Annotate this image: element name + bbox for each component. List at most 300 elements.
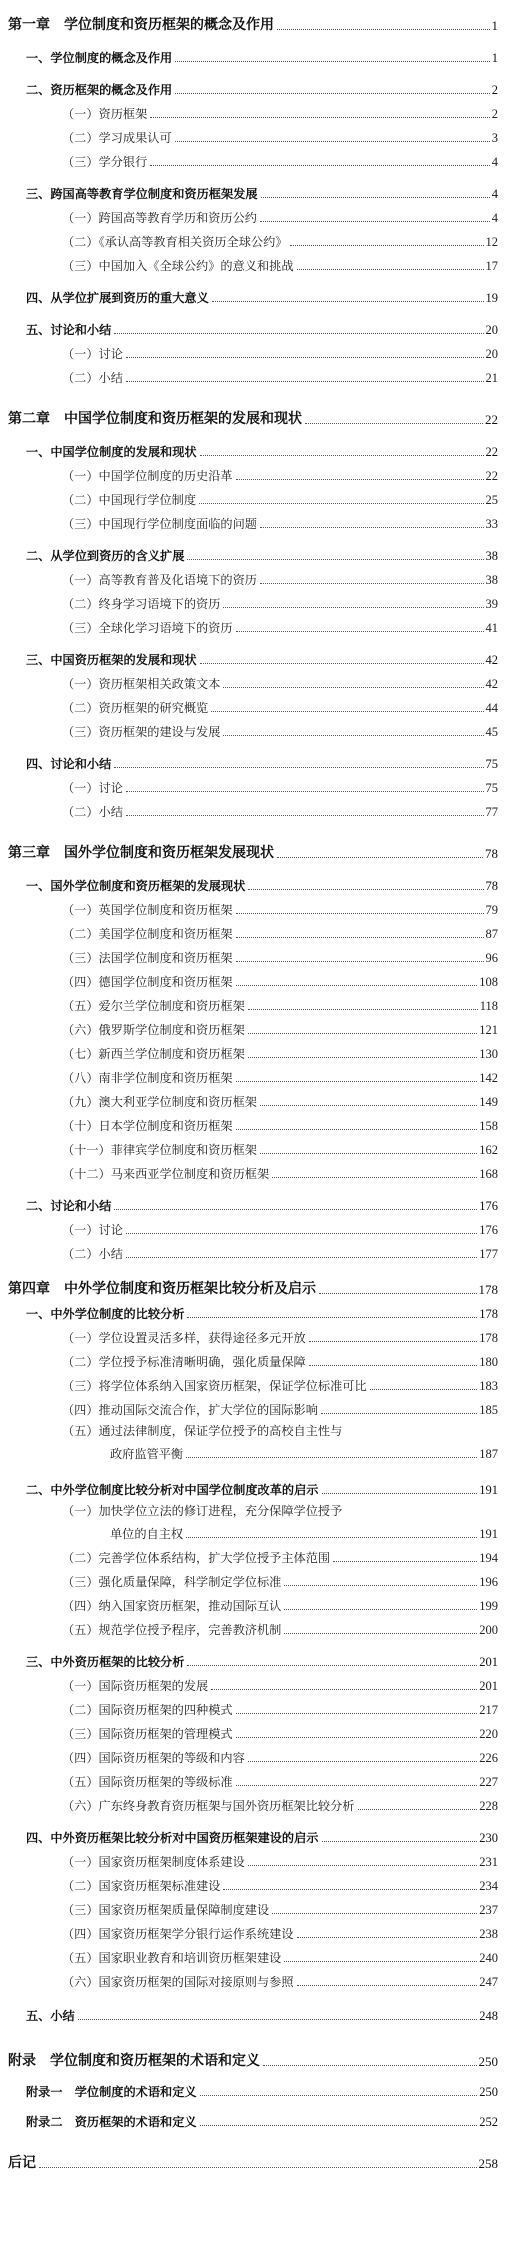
dot-leader (114, 767, 483, 768)
entry-title: 一、学位制度的概念及作用 (26, 51, 173, 65)
page-number: 22 (485, 445, 498, 459)
subsection-entry[interactable] (110, 1440, 498, 1464)
toc-entry-line: （一）加快学位立法的修订进程，充分保障学位授予 (62, 1504, 343, 1518)
section-entry[interactable] (26, 1300, 498, 1324)
subsection-entry[interactable] (62, 968, 498, 992)
subsection-entry[interactable] (62, 1160, 498, 1184)
page-number: 79 (485, 903, 498, 917)
section-entry[interactable] (26, 44, 498, 68)
page-number: 149 (479, 1095, 498, 1109)
entry-title: 二、资历框架的概念及作用 (26, 83, 173, 97)
chapter-entry[interactable] (8, 2048, 498, 2072)
dot-leader (211, 711, 483, 712)
dot-leader (322, 1841, 478, 1842)
entry-title: （三）法国学位制度和资历框架 (62, 951, 233, 965)
entry-title: 附录一 学位制度的术语和定义 (26, 2085, 197, 2099)
entry-title: （一）资历框架 (62, 107, 148, 121)
page-number: 230 (479, 1831, 498, 1845)
dot-leader (248, 889, 483, 890)
subsection-entry[interactable] (62, 566, 498, 590)
entry-title: （二）学位授予标准清晰明确，强化质量保障 (62, 1355, 306, 1369)
dot-leader (236, 913, 484, 914)
dot-leader (322, 1493, 478, 1494)
entry-title: （三）中国加入《全球公约》的意义和挑战 (62, 259, 294, 273)
dot-leader (370, 1389, 478, 1390)
subsection-entry[interactable] (62, 1240, 498, 1264)
page-number: 228 (479, 1799, 498, 1813)
entry-title: （一）国际资历框架的发展 (62, 1679, 209, 1693)
subsection-entry[interactable] (62, 718, 498, 742)
dot-leader (186, 1457, 477, 1458)
entry-title: （一）跨国高等教育学历和资历公约 (62, 211, 257, 225)
dot-leader (236, 985, 478, 986)
entry-title: （二）《承认高等教育相关资历全球公约》 (62, 235, 288, 249)
entry-title: 后记 (8, 2155, 36, 2171)
entry-title: 二、讨论和小结 (26, 1199, 112, 1213)
dot-leader (187, 1317, 477, 1318)
page-number: 118 (479, 999, 498, 1013)
entry-title: （六）广东终身教育资历框架与国外资历框架比较分析 (62, 1799, 355, 1813)
page-number: 4 (491, 155, 498, 169)
page-number: 44 (485, 701, 498, 715)
section-entry[interactable] (26, 2002, 498, 2026)
chapter-entry[interactable] (8, 2150, 498, 2174)
page-number: 1 (491, 18, 498, 33)
entry-title: 政府监管平衡 (110, 1447, 184, 1461)
entry-title: （二）资历框架的研究概览 (62, 701, 209, 715)
page-number: 194 (479, 1551, 498, 1565)
section-entry[interactable] (26, 646, 498, 670)
subsection-entry[interactable] (62, 1348, 498, 1372)
entry-title: （二）完善学位体系结构，扩大学位授予主体范围 (62, 1551, 331, 1565)
page-number: 19 (485, 291, 498, 305)
chapter-entry[interactable] (8, 12, 498, 36)
dot-leader (126, 1257, 477, 1258)
dot-leader (126, 1233, 477, 1234)
subsection-entry[interactable] (62, 148, 498, 172)
chapter-entry[interactable] (8, 1276, 498, 1300)
page-number: 234 (479, 1879, 498, 1893)
dot-leader (211, 1689, 477, 1690)
entry-title: （三）国际资历框架的管理模式 (62, 1727, 233, 1741)
page-number: 96 (485, 951, 498, 965)
page-number: 217 (479, 1703, 498, 1717)
subsection-entry[interactable] (62, 340, 498, 364)
entry-title: （一）讨论 (62, 1223, 123, 1237)
dot-leader (248, 1033, 477, 1034)
subsection-entry[interactable] (62, 100, 498, 124)
subsection-entry[interactable] (62, 896, 498, 920)
page-number: 187 (479, 1447, 498, 1461)
dot-leader (248, 1009, 478, 1010)
dot-leader (290, 245, 483, 246)
entry-title: （五）国际资历框架的等级标准 (62, 1775, 233, 1789)
subsection-entry[interactable] (62, 364, 498, 388)
dot-leader (223, 607, 483, 608)
section-entry[interactable] (26, 542, 498, 566)
dot-leader (272, 1913, 477, 1914)
dot-leader (187, 1665, 477, 1666)
subsection-entry[interactable] (62, 1064, 498, 1088)
page-number: 12 (485, 235, 498, 249)
dot-leader (126, 791, 484, 792)
entry-title: （六）俄罗斯学位制度和资历框架 (62, 1023, 245, 1037)
subsection-entry[interactable] (62, 1216, 498, 1240)
subsection-entry[interactable] (62, 1720, 498, 1744)
page-number: 2 (491, 107, 498, 121)
page-number: 41 (485, 621, 498, 635)
entry-title: （四）德国学位制度和资历框架 (62, 975, 233, 989)
subsection-entry[interactable] (62, 124, 498, 148)
dot-leader (321, 1413, 477, 1414)
entry-title: （三）强化质量保障，科学制定学位标准 (62, 1575, 282, 1589)
page-number: 200 (479, 1623, 498, 1637)
page-number: 227 (479, 1775, 498, 1789)
entry-title: （二）美国学位制度和资历框架 (62, 927, 233, 941)
page-number: 240 (479, 1951, 498, 1965)
dot-leader (114, 333, 483, 334)
subsection-entry[interactable] (62, 1136, 498, 1160)
subsection-entry[interactable] (62, 920, 498, 944)
subsection-entry[interactable] (62, 1568, 498, 1592)
subsection-entry[interactable] (62, 1040, 498, 1064)
entry-title: （三）资历框架的建设与发展 (62, 725, 221, 739)
section-entry[interactable] (26, 316, 498, 340)
subsection-entry[interactable] (62, 1744, 498, 1768)
page-number: 226 (479, 1751, 498, 1765)
section-entry[interactable] (26, 1476, 498, 1500)
dot-leader (200, 2095, 478, 2096)
page-number: 22 (485, 469, 498, 483)
dot-leader (260, 221, 490, 222)
dot-leader (114, 1209, 477, 1210)
subsection-entry[interactable] (62, 798, 498, 822)
subsection-entry[interactable] (62, 1672, 498, 1696)
dot-leader (248, 1761, 477, 1762)
page-number: 183 (479, 1379, 498, 1393)
entry-title: （五）国家职业教育和培训资历框架建设 (62, 1951, 282, 1965)
dot-leader (297, 269, 484, 270)
entry-title: （七）新西兰学位制度和资历框架 (62, 1047, 245, 1061)
page-number: 252 (479, 2115, 498, 2129)
dot-leader (150, 117, 489, 118)
entry-title: （二）小结 (62, 805, 123, 819)
page-number: 196 (479, 1575, 498, 1589)
dot-leader (236, 937, 484, 938)
subsection-entry[interactable] (62, 510, 498, 534)
dot-leader (236, 1129, 478, 1130)
subsection-entry[interactable] (62, 1544, 498, 1568)
subsection-entry[interactable] (62, 1968, 498, 1992)
dot-leader (236, 1713, 478, 1714)
dot-leader (260, 583, 484, 584)
page-number: 237 (479, 1903, 498, 1917)
page-number: 33 (485, 517, 498, 531)
entry-title: 五、小结 (26, 2009, 75, 2023)
entry-title: 四、从学位扩展到资历的重大意义 (26, 291, 209, 305)
page-number: 20 (485, 347, 498, 361)
page-number: 250 (478, 2054, 498, 2069)
page-number: 199 (479, 1599, 498, 1613)
dot-leader (126, 815, 484, 816)
subsection-entry[interactable] (62, 1396, 498, 1420)
subsection-entry[interactable] (62, 1016, 498, 1040)
page-number: 130 (479, 1047, 498, 1061)
entry-title: （一）讨论 (62, 347, 123, 361)
subsection-entry[interactable] (62, 590, 498, 614)
dot-leader (284, 1609, 477, 1610)
entry-title: 附录 学位制度和资历框架的术语和定义 (8, 2053, 260, 2069)
page-number: 21 (485, 371, 498, 385)
subsection-entry[interactable] (62, 1792, 498, 1816)
page-number: 42 (485, 653, 498, 667)
subsection-entry[interactable] (62, 1592, 498, 1616)
dot-leader (263, 2065, 477, 2066)
entry-title: （一）英国学位制度和资历框架 (62, 903, 233, 917)
dot-leader (284, 1585, 477, 1586)
entry-title: （四）推动国际交流合作，扩大学位的国际影响 (62, 1403, 318, 1417)
subsection-entry[interactable] (62, 1872, 498, 1896)
entry-title: （三）学分银行 (62, 155, 148, 169)
dot-leader (309, 1341, 478, 1342)
page-number: 162 (479, 1143, 498, 1157)
entry-title: （八）南非学位制度和资历框架 (62, 1071, 233, 1085)
entry-title: （九）澳大利亚学位制度和资历框架 (62, 1095, 257, 1109)
subsection-entry[interactable] (62, 1372, 498, 1396)
entry-title: 第二章 中国学位制度和资历框架的发展和现状 (8, 411, 302, 427)
dot-leader (333, 1561, 477, 1562)
page-number: 42 (485, 677, 498, 691)
dot-leader (260, 1105, 477, 1106)
chapter-entry[interactable] (8, 406, 498, 430)
entry-title: 三、中国资历框架的发展和现状 (26, 653, 197, 667)
entry-title: （一）资历框架相关政策文本 (62, 677, 221, 691)
subsection-entry[interactable] (62, 486, 498, 510)
dot-leader (199, 503, 483, 504)
subsection-entry[interactable] (62, 1920, 498, 1944)
chapter-entry[interactable] (8, 840, 498, 864)
entry-title: （二）小结 (62, 371, 123, 385)
page-number: 258 (478, 2156, 498, 2171)
page-number: 38 (485, 573, 498, 587)
page-number: 178 (479, 1307, 498, 1321)
entry-title: （一）国家资历框架制度体系建设 (62, 1855, 245, 1869)
entry-title: 四、讨论和小结 (26, 757, 112, 771)
subsection-entry[interactable] (62, 614, 498, 638)
dot-leader (223, 687, 483, 688)
entry-title: （三）将学位体系纳入国家资历框架，保证学位标准可比 (62, 1379, 367, 1393)
entry-title: 三、跨国高等教育学位制度和资历框架发展 (26, 187, 258, 201)
entry-title: （十二）马来西亚学位制度和资历框架 (62, 1167, 270, 1181)
page-number: 75 (485, 757, 498, 771)
subsection-entry[interactable] (62, 462, 498, 486)
dot-leader (236, 631, 484, 632)
page-number: 191 (479, 1527, 498, 1541)
subsection-entry[interactable] (62, 992, 498, 1016)
section-entry[interactable] (26, 438, 498, 462)
page-number: 178 (478, 1282, 498, 1297)
section-entry[interactable] (26, 1648, 498, 1672)
page-number: 231 (479, 1855, 498, 1869)
subsection-entry[interactable] (62, 1768, 498, 1792)
page-number: 176 (479, 1223, 498, 1237)
dot-leader (284, 1633, 477, 1634)
entry-title: 四、中外资历框架比较分析对中国资历框架建设的启示 (26, 1831, 319, 1845)
dot-leader (200, 455, 484, 456)
page-number: 238 (479, 1927, 498, 1941)
page-number: 39 (485, 597, 498, 611)
dot-leader (297, 1985, 478, 1986)
dot-leader (284, 1961, 477, 1962)
entry-title: （五）爱尔兰学位制度和资历框架 (62, 999, 245, 1013)
subsection-entry[interactable] (62, 204, 498, 228)
entry-title: （四）国家资历框架学分银行运作系统建设 (62, 1927, 294, 1941)
subsection-entry[interactable] (62, 1112, 498, 1136)
dot-leader (175, 61, 490, 62)
section-entry[interactable] (26, 1192, 498, 1216)
page-number: 87 (485, 927, 498, 941)
dot-leader (126, 357, 484, 358)
entry-title: （十）日本学位制度和资历框架 (62, 1119, 233, 1133)
dot-leader (200, 663, 484, 664)
entry-title: （四）国际资历框架的等级和内容 (62, 1751, 245, 1765)
entry-title: 附录二 资历框架的术语和定义 (26, 2115, 197, 2129)
page-number: 191 (479, 1483, 498, 1497)
page-number: 176 (479, 1199, 498, 1213)
dot-leader (236, 1785, 478, 1786)
page-number: 78 (485, 879, 498, 893)
subsection-entry[interactable] (62, 774, 498, 798)
page-number: 3 (491, 131, 498, 145)
subsection-entry[interactable] (62, 1616, 498, 1640)
subsection-entry[interactable] (62, 1848, 498, 1872)
dot-leader (297, 1937, 478, 1938)
dot-leader (272, 1177, 477, 1178)
page-number: 75 (485, 781, 498, 795)
dot-leader (212, 301, 484, 302)
section-entry[interactable] (26, 750, 498, 774)
subsection-entry[interactable] (62, 1324, 498, 1348)
page-number: 247 (479, 1975, 498, 1989)
page-number: 4 (491, 211, 498, 225)
dot-leader (358, 1809, 478, 1810)
subsection-entry[interactable] (62, 694, 498, 718)
dot-leader (319, 1293, 477, 1294)
entry-title: （十一）菲律宾学位制度和资历框架 (62, 1143, 257, 1157)
subsection-entry[interactable] (62, 670, 498, 694)
entry-title: （五）规范学位授予程序，完善教济机制 (62, 1623, 282, 1637)
dot-leader (260, 527, 484, 528)
dot-leader (309, 1365, 478, 1366)
dot-leader (39, 2167, 477, 2168)
subsection-entry[interactable] (62, 1088, 498, 1112)
toc-entry-line: （五）通过法律制度，保证学位授予的高校自主性与 (62, 1424, 343, 1438)
subsection-entry[interactable] (62, 228, 498, 252)
dot-leader (187, 559, 483, 560)
subsection-entry[interactable] (62, 1944, 498, 1968)
page-number: 168 (479, 1167, 498, 1181)
page-number: 121 (479, 1023, 498, 1037)
subsection-entry[interactable] (62, 252, 498, 276)
section-entry[interactable] (26, 2108, 498, 2132)
section-entry[interactable] (26, 76, 498, 100)
page-number: 4 (491, 187, 498, 201)
section-entry[interactable] (26, 1824, 498, 1848)
entry-title: 第四章 中外学位制度和资历框架比较分析及启示 (8, 1281, 316, 1297)
dot-leader (277, 857, 483, 858)
entry-title: （一）高等教育普及化语境下的资历 (62, 573, 257, 587)
page-number: 25 (485, 493, 498, 507)
subsection-entry[interactable] (62, 944, 498, 968)
page-number: 1 (491, 51, 498, 65)
section-entry[interactable] (26, 180, 498, 204)
entry-title: 一、中国学位制度的发展和现状 (26, 445, 197, 459)
entry-title: 二、中外学位制度比较分析对中国学位制度改革的启示 (26, 1483, 319, 1497)
page-number: 78 (485, 846, 498, 861)
entry-title: 三、中外资历框架的比较分析 (26, 1655, 185, 1669)
entry-title: （三）中国现行学位制度面临的问题 (62, 517, 257, 531)
entry-title: （二）终身学习语境下的资历 (62, 597, 221, 611)
entry-title: （二）中国现行学位制度 (62, 493, 197, 507)
page-number: 177 (479, 1247, 498, 1261)
page-number: 2 (491, 83, 498, 97)
page-number: 201 (479, 1655, 498, 1669)
dot-leader (175, 93, 490, 94)
entry-title: 第一章 学位制度和资历框架的概念及作用 (8, 17, 274, 33)
page-number: 142 (479, 1071, 498, 1085)
page-number: 38 (485, 549, 498, 563)
entry-title: （四）纳入国家资历框架，推动国际互认 (62, 1599, 282, 1613)
entry-title: 第三章 国外学位制度和资历框架发展现状 (8, 845, 274, 861)
page-number: 20 (485, 323, 498, 337)
page-number: 220 (479, 1727, 498, 1741)
entry-title: （一）学位设置灵活多样，获得途径多元开放 (62, 1331, 306, 1345)
subsection-entry[interactable] (62, 1896, 498, 1920)
entry-title: （一）中国学位制度的历史沿革 (62, 469, 233, 483)
page-number: 250 (479, 2085, 498, 2099)
page-number: 108 (479, 975, 498, 989)
page-number: 17 (485, 259, 498, 273)
page-number: 158 (479, 1119, 498, 1133)
dot-leader (150, 165, 489, 166)
dot-leader (223, 1889, 477, 1890)
page-number: 22 (485, 412, 498, 427)
entry-title: （三）国家资历框架质量保障制度建设 (62, 1903, 270, 1917)
dot-leader (236, 961, 484, 962)
subsection-entry[interactable] (62, 1696, 498, 1720)
page-number: 77 (485, 805, 498, 819)
entry-title: （二）国际资历框架的四种模式 (62, 1703, 233, 1717)
entry-title: 一、中外学位制度的比较分析 (26, 1307, 185, 1321)
page-number: 201 (479, 1679, 498, 1693)
dot-leader (248, 1865, 477, 1866)
entry-title: （六）国家资历框架的国际对接原则与参照 (62, 1975, 294, 1989)
dot-leader (236, 1737, 478, 1738)
dot-leader (186, 1537, 477, 1538)
subsection-entry[interactable] (110, 1520, 498, 1544)
entry-title: （二）学习成果认可 (62, 131, 172, 145)
entry-title: （二）国家资历框架标准建设 (62, 1879, 221, 1893)
section-entry[interactable] (26, 872, 498, 896)
dot-leader (200, 2125, 478, 2126)
dot-leader (126, 381, 484, 382)
entry-title: （二）小结 (62, 1247, 123, 1261)
section-entry[interactable] (26, 2078, 498, 2102)
page-number: 178 (479, 1331, 498, 1345)
dot-leader (236, 1081, 478, 1082)
page-number: 185 (479, 1403, 498, 1417)
section-entry[interactable] (26, 284, 498, 308)
